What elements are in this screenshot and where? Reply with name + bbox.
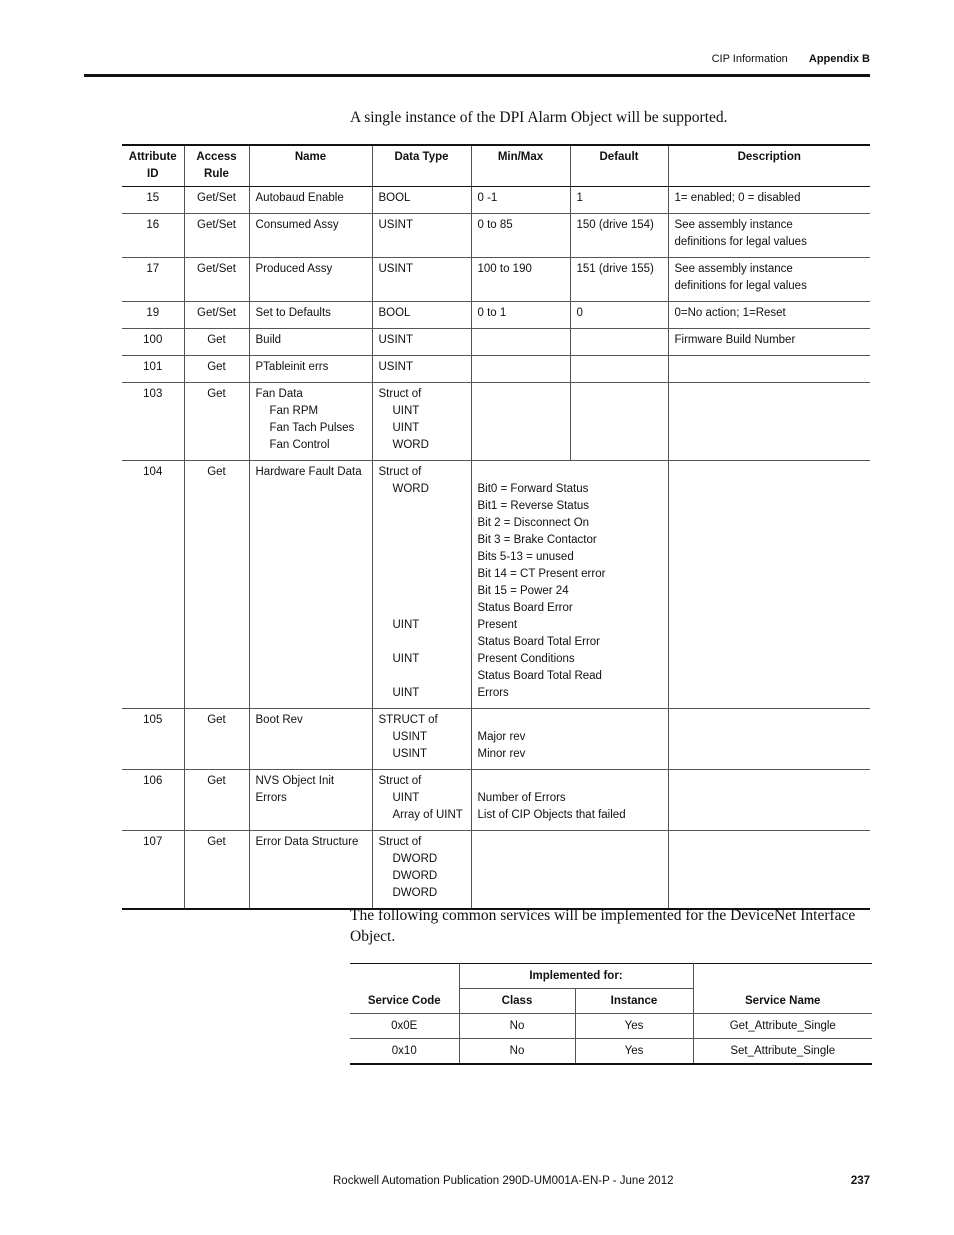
cell-line: Errors [477, 687, 509, 699]
cell: BOOL [372, 187, 471, 214]
cell-line: DWORD [392, 870, 438, 882]
appendix-label: Appendix B [808, 53, 870, 65]
services-intro-text: The following common services will be implemented for the DeviceNet Interface Object. [350, 907, 856, 945]
cell: 0x0E [350, 1014, 459, 1039]
services-table [350, 963, 872, 1065]
cell-line: UINT [392, 687, 420, 699]
cell-line: UINT [392, 422, 420, 434]
cell: Get/Set [184, 302, 249, 329]
spacer [379, 600, 465, 617]
col-header-description: Description [668, 145, 870, 187]
col-header-class: Class [459, 989, 575, 1014]
cell: 0=No action; 1=Reset [668, 302, 870, 329]
cell: Yes [575, 1014, 693, 1039]
intro-text: A single instance of the DPI Alarm Object will be supported. [350, 109, 728, 126]
col-header-min-max: Min/Max [471, 145, 570, 187]
spacer [379, 668, 465, 685]
cell-line: DWORD [392, 853, 438, 865]
cell: Set_Attribute_Single [693, 1039, 872, 1065]
spacer [478, 712, 662, 729]
cell-line: DWORD [392, 887, 438, 899]
table-row [122, 258, 870, 302]
cell-line: Struct of [378, 836, 422, 848]
cell: 0 to 85 [471, 214, 570, 258]
table-row [122, 187, 870, 214]
cell-line: USINT [392, 731, 427, 743]
cell-line: Fan Data [255, 388, 303, 400]
table-row [122, 461, 870, 709]
cell: Get [184, 709, 249, 770]
cell [570, 356, 668, 383]
cell: Firmware Build Number [668, 329, 870, 356]
cell: Get [184, 831, 249, 910]
cell [570, 329, 668, 356]
cell: Get/Set [184, 258, 249, 302]
cell-line: Struct of [378, 775, 422, 787]
cell: Get/Set [184, 187, 249, 214]
col-header-default: Default [570, 145, 668, 187]
cell-line: Bit 14 = CT Present error [477, 568, 606, 580]
cell: Set to Defaults [249, 302, 372, 329]
cell-line: USINT [392, 748, 427, 760]
cell: Hardware Fault Data [249, 461, 372, 709]
table-row [122, 831, 870, 910]
cell: 17 [122, 258, 184, 302]
cell-line: WORD [392, 439, 429, 451]
cell: Get_Attribute_Single [693, 1014, 872, 1039]
cell: Boot Rev [249, 709, 372, 770]
spacer [478, 773, 662, 790]
cell-line: Fan Control [269, 439, 330, 451]
cell: Get [184, 770, 249, 831]
cell: No [459, 1039, 575, 1065]
cell [570, 383, 668, 461]
cell: NVS Object Init Errors [249, 770, 372, 831]
table-row [122, 383, 870, 461]
cell: Get [184, 356, 249, 383]
table-row [122, 214, 870, 258]
cell: BOOL [372, 302, 471, 329]
spacer [379, 566, 465, 583]
cell: 1= enabled; 0 = disabled [668, 187, 870, 214]
spacer [379, 515, 465, 532]
publication-info: Rockwell Automation Publication 290D-UM001A-EN-P - June 2012 [333, 1175, 674, 1187]
col-header-data-type: Data Type [372, 145, 471, 187]
cell: PTableinit errs [249, 356, 372, 383]
table-header-row [350, 964, 872, 989]
cell: Consumed Assy [249, 214, 372, 258]
cell: Produced Assy [249, 258, 372, 302]
cell: 150 (drive 154) [570, 214, 668, 258]
col-header-implemented-for: Implemented for: [459, 964, 693, 989]
cell-line: Bit 2 = Disconnect On [477, 517, 590, 529]
cell [668, 709, 870, 770]
col-header-service-code: Service Code [367, 995, 441, 1007]
section-title: CIP Information [711, 53, 788, 65]
cell: 0 -1 [471, 187, 570, 214]
cell [668, 831, 870, 910]
cell [471, 383, 570, 461]
attribute-table [122, 144, 870, 910]
cell: 100 [122, 329, 184, 356]
cell-line: Bit 15 = Power 24 [477, 585, 569, 597]
cell-line: Status Board Total Error [477, 636, 601, 648]
cell-line: Status Board Error [477, 602, 573, 614]
cell [668, 383, 870, 461]
cell-line: Bit1 = Reverse Status [477, 500, 590, 512]
cell: 19 [122, 302, 184, 329]
cell: 105 [122, 709, 184, 770]
table-row [122, 329, 870, 356]
spacer [478, 464, 662, 481]
cell: See assembly instance definitions for legal values [668, 258, 870, 302]
cell-line: Bit 3 = Brake Contactor [477, 534, 597, 546]
table-row [350, 1039, 872, 1065]
cell: 107 [143, 836, 163, 848]
cell: USINT [372, 258, 471, 302]
table-row [122, 709, 870, 770]
table-row [122, 356, 870, 383]
cell-line: Struct of [378, 466, 422, 478]
cell-line: Array of UINT [392, 809, 463, 821]
cell: Get [184, 383, 249, 461]
cell-line: Fan Tach Pulses [269, 422, 355, 434]
cell [372, 831, 471, 910]
col-header-service-name: Service Name [693, 964, 872, 1014]
cell [471, 770, 668, 831]
cell: Get [184, 461, 249, 709]
cell [471, 831, 668, 910]
spacer [379, 634, 465, 651]
cell-line: STRUCT of [378, 714, 438, 726]
cell: 0 [570, 302, 668, 329]
cell [471, 709, 668, 770]
cell: No [459, 1014, 575, 1039]
cell-line: UINT [392, 792, 420, 804]
table-row [350, 1014, 872, 1039]
cell-line: Fan RPM [269, 405, 319, 417]
cell: 15 [122, 187, 184, 214]
table-row [122, 770, 870, 831]
cell-line: WORD [392, 483, 429, 495]
page-number: 237 [850, 1175, 870, 1187]
spacer [379, 532, 465, 549]
col-header-name: Name [249, 145, 372, 187]
cell-line: List of CIP Objects that failed [477, 809, 626, 821]
cell: 16 [122, 214, 184, 258]
spacer [379, 549, 465, 566]
cell-line: Struct of [378, 388, 422, 400]
cell [471, 356, 570, 383]
cell [249, 383, 372, 461]
cell-line: Status Board Total Read [477, 670, 602, 682]
cell: 100 to 190 [471, 258, 570, 302]
col-header-instance: Instance [575, 989, 693, 1014]
table-row [122, 302, 870, 329]
cell: 106 [122, 770, 184, 831]
cell: 151 (drive 155) [570, 258, 668, 302]
cell: Get [184, 329, 249, 356]
cell: Autobaud Enable [249, 187, 372, 214]
cell-line: Number of Errors [477, 792, 566, 804]
spacer [379, 583, 465, 600]
cell: Yes [575, 1039, 693, 1065]
cell: 101 [122, 356, 184, 383]
cell-line: Minor rev [477, 748, 526, 760]
col-header-attribute-id: Attribute ID [122, 145, 184, 187]
cell: 103 [122, 383, 184, 461]
cell-line: UINT [392, 619, 420, 631]
cell [471, 329, 570, 356]
cell-line: Present [477, 619, 518, 631]
cell [668, 356, 870, 383]
spacer [379, 498, 465, 515]
cell-line: Bit0 = Forward Status [477, 483, 589, 495]
cell-line: Bits 5-13 = unused [477, 551, 574, 563]
cell: 0 to 1 [471, 302, 570, 329]
cell: USINT [372, 356, 471, 383]
cell [668, 770, 870, 831]
cell [471, 461, 668, 709]
cell: 0x10 [350, 1039, 459, 1065]
cell-line: UINT [392, 405, 420, 417]
cell: 1 [570, 187, 668, 214]
cell: USINT [372, 214, 471, 258]
cell: See assembly instance definitions for legal values [668, 214, 870, 258]
cell: 104 [122, 461, 184, 709]
cell: Error Data Structure [249, 831, 372, 910]
table-header-row [122, 145, 870, 187]
cell [372, 461, 471, 709]
cell-line: UINT [392, 653, 420, 665]
cell-line: Present Conditions [477, 653, 575, 665]
cell [372, 383, 471, 461]
cell: Build [249, 329, 372, 356]
cell-line: Major rev [477, 731, 526, 743]
page-header [712, 53, 870, 65]
cell: Get/Set [184, 214, 249, 258]
cell [372, 709, 471, 770]
col-header-access-rule: Access Rule [184, 145, 249, 187]
cell [372, 770, 471, 831]
cell: USINT [372, 329, 471, 356]
cell [668, 461, 870, 709]
header-rule [84, 74, 870, 77]
